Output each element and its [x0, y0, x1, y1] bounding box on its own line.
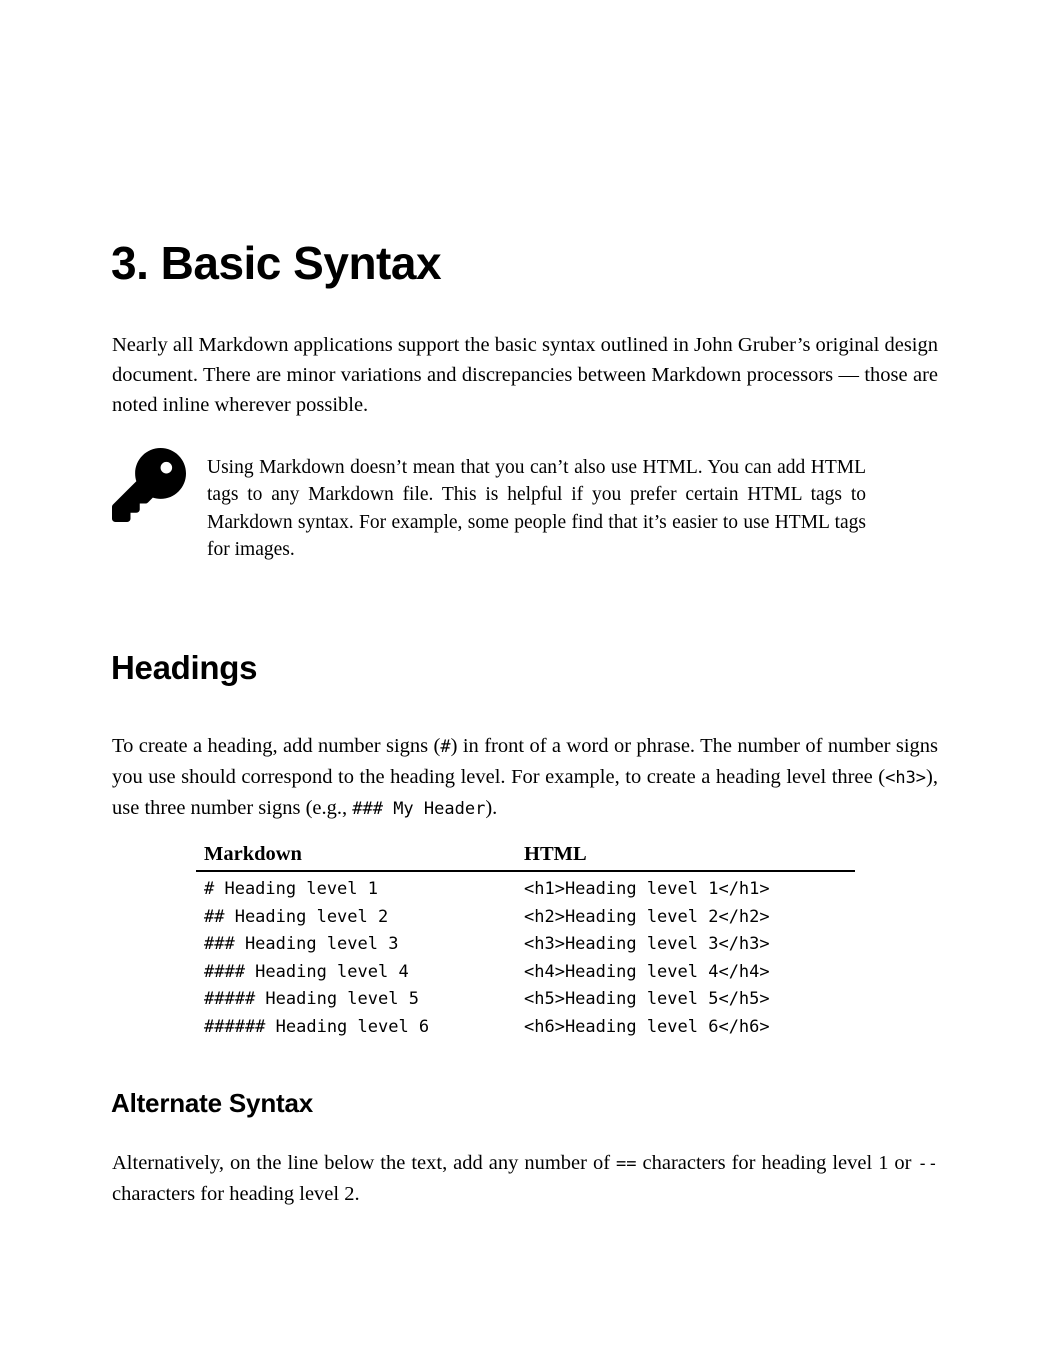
table-row — [196, 931, 855, 959]
section-heading-headings: Headings — [111, 649, 258, 686]
inline-code-h3-tag: <h3> — [885, 768, 927, 788]
markdown-cell: ### Heading level 3 — [204, 934, 399, 954]
text-segment: To create a heading, add number signs ( — [112, 735, 441, 757]
text-segment: Alternatively, on the line below the text, add any number of — [112, 1152, 617, 1174]
headings-paragraph — [112, 731, 938, 824]
inline-code-my-header: ### My Header — [352, 799, 486, 819]
alternate-syntax-paragraph — [112, 1148, 938, 1209]
text-segment: characters for heading level 2. — [112, 1183, 360, 1205]
inline-code-equals: == — [616, 1154, 637, 1174]
table-header-row — [196, 841, 855, 872]
section-heading-alternate-syntax: Alternate Syntax — [111, 1088, 313, 1118]
text-segment: ), use three number signs (e.g., — [112, 766, 938, 819]
page-title: 3. Basic Syntax — [111, 237, 442, 289]
markdown-cell: ##### Heading level 5 — [204, 989, 419, 1009]
column-header-html: HTML — [524, 843, 587, 865]
table-row — [196, 876, 855, 904]
text-segment: characters for heading level 1 or — [636, 1152, 918, 1174]
table-row — [196, 959, 855, 987]
html-cell: <h3>Heading level 3</h3> — [524, 934, 770, 954]
table-body — [196, 876, 855, 1041]
table-row — [196, 986, 855, 1014]
table-row — [196, 1014, 855, 1042]
note-text: Using Markdown doesn’t mean that you can’t also use HTML. You can add HTML tags to any Markdown file. This is helpful if you prefer certain HTML tags to Markdown syntax. For example, some people find that it’s easier to use HTML tags for images. — [207, 457, 866, 561]
inline-code-hash: # — [440, 737, 451, 757]
intro-paragraph: Nearly all Markdown applications support the basic syntax outlined in John Gruber’s original design document. There are minor variations and discrepancies between Markdown processors — those are noted inline wherever possible. — [112, 334, 938, 416]
text-segment: ) in front of a word or phrase. The number of number signs you use should correspond to the heading level. For example, to create a heading level three ( — [112, 735, 939, 788]
markdown-cell: ###### Heading level 6 — [204, 1016, 430, 1037]
note-callout — [112, 446, 868, 564]
headings-syntax-table — [196, 841, 855, 1041]
html-cell: <h6>Heading level 6</h6> — [524, 1016, 770, 1037]
markdown-cell: #### Heading level 4 — [204, 961, 409, 982]
column-header-markdown: Markdown — [204, 843, 302, 865]
text-segment: ). — [485, 797, 498, 819]
key-icon — [112, 448, 186, 522]
markdown-cell: ## Heading level 2 — [204, 906, 389, 927]
html-cell: <h2>Heading level 2</h2> — [524, 906, 770, 927]
inline-code-dashes: -- — [917, 1154, 938, 1174]
html-cell: <h4>Heading level 4</h4> — [524, 961, 770, 982]
html-cell: <h5>Heading level 5</h5> — [524, 989, 770, 1009]
table-row — [196, 904, 855, 932]
html-cell: <h1>Heading level 1</h1> — [524, 879, 770, 899]
markdown-cell: # Heading level 1 — [204, 879, 378, 899]
